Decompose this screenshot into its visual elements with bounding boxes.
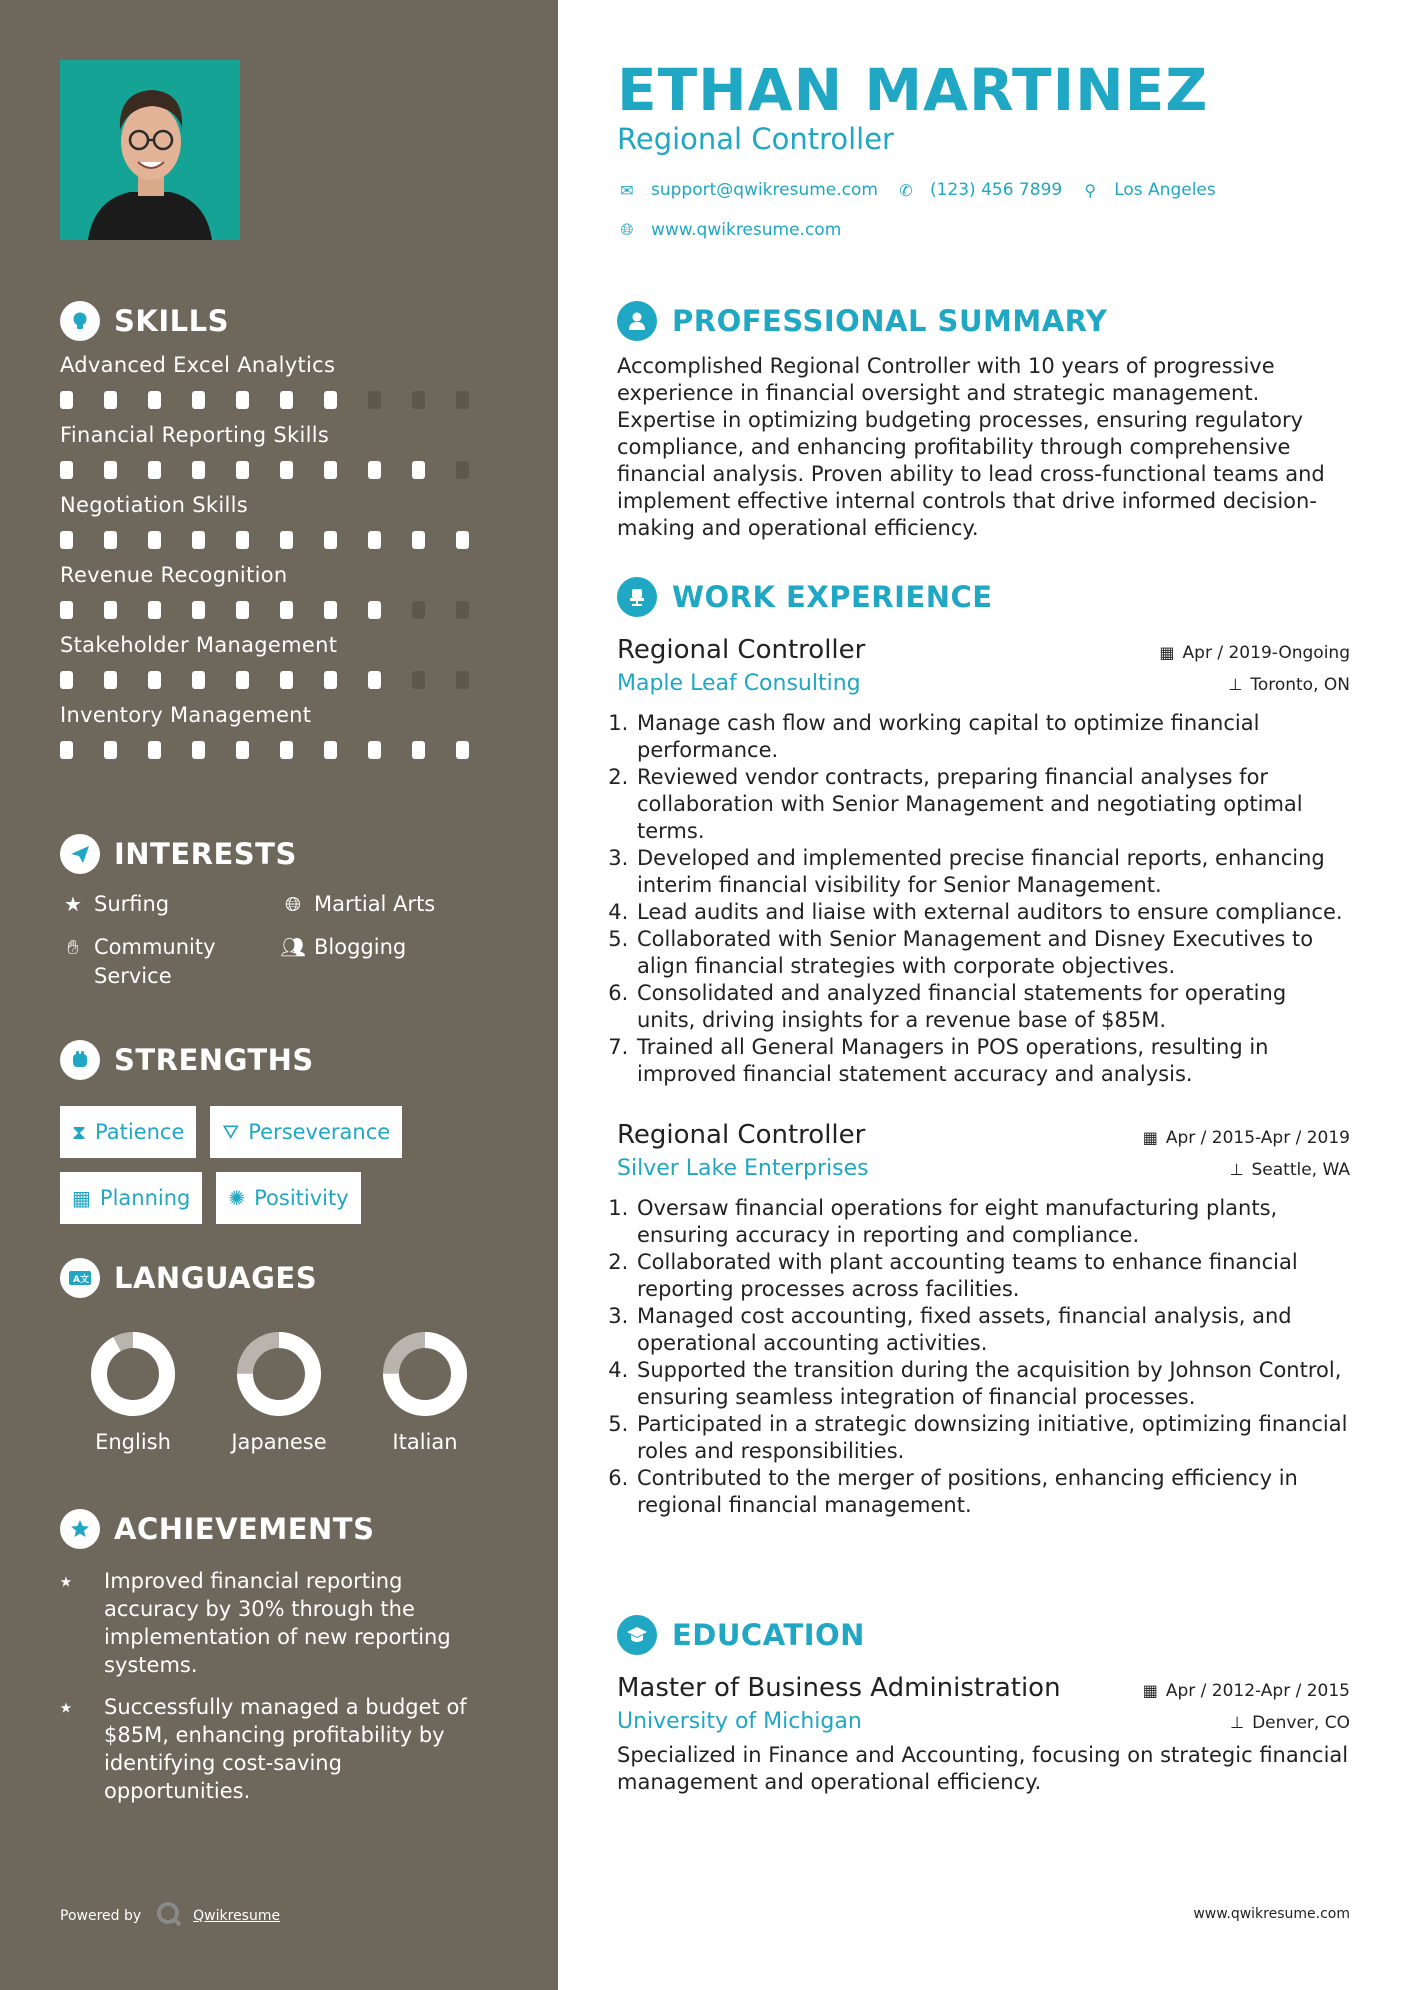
chair-icon bbox=[617, 577, 657, 617]
skill-dot bbox=[324, 601, 337, 619]
skill-dot bbox=[412, 391, 425, 409]
skill-dot bbox=[456, 741, 469, 759]
education-dates bbox=[1143, 1681, 1350, 1701]
skill-item bbox=[60, 703, 500, 759]
email-text: support@qwikresume.com bbox=[651, 180, 878, 200]
responsibility-list bbox=[617, 1195, 1350, 1519]
skill-dot bbox=[324, 461, 337, 479]
skill-dot bbox=[236, 601, 249, 619]
skill-dot bbox=[60, 391, 73, 409]
skill-dot bbox=[456, 391, 469, 409]
interest-blogging bbox=[280, 933, 500, 991]
pin-icon: ⊥ bbox=[1229, 1160, 1244, 1179]
envelope-icon: ✉ bbox=[620, 180, 634, 200]
language-donut bbox=[383, 1332, 467, 1416]
strength-label: Positivity bbox=[254, 1186, 349, 1210]
strength-perseverance bbox=[210, 1106, 402, 1158]
responsibility-list bbox=[617, 710, 1350, 1088]
skill-dot bbox=[192, 391, 205, 409]
jobs-list bbox=[617, 635, 1350, 1519]
language-name: Japanese bbox=[231, 1430, 327, 1454]
skill-name: Negotiation Skills bbox=[60, 493, 248, 517]
skill-name: Financial Reporting Skills bbox=[60, 423, 330, 447]
education-location bbox=[1230, 1713, 1350, 1733]
achievements-title: ACHIEVEMENTS bbox=[114, 1512, 375, 1546]
phone-text: (123) 456 7899 bbox=[929, 180, 1063, 200]
job-location-text: Toronto, ON bbox=[1250, 674, 1350, 695]
job-dates-text: Apr / 2019-Ongoing bbox=[1182, 642, 1350, 663]
interest-label: Community Service bbox=[94, 935, 216, 988]
calendar-icon: ▦ bbox=[72, 1186, 91, 1210]
skill-dot bbox=[148, 461, 161, 479]
responsibility-item: 4. Supported the transition during the acquisition by Johnson Control, ensuring seamless integration of financial processes. bbox=[635, 1357, 1350, 1411]
company-name: Maple Leaf Consulting bbox=[617, 671, 861, 696]
skill-dot bbox=[456, 531, 469, 549]
skill-dot bbox=[104, 391, 117, 409]
graduation-icon bbox=[617, 1615, 657, 1655]
skills-list bbox=[60, 353, 500, 759]
interest-martial-arts bbox=[280, 890, 500, 919]
skill-dot bbox=[456, 461, 469, 479]
contact-email[interactable] bbox=[617, 180, 878, 200]
skill-dot bbox=[368, 461, 381, 479]
powered-by bbox=[60, 1900, 280, 1932]
skill-dot bbox=[280, 461, 293, 479]
skill-dot bbox=[368, 531, 381, 549]
responsibility-item: 6. Contributed to the merger of positions, enhancing efficiency in regional financial management. bbox=[635, 1465, 1350, 1519]
skill-dot bbox=[104, 601, 117, 619]
interests-section bbox=[60, 834, 500, 991]
interest-label: Surfing bbox=[94, 892, 170, 916]
skill-dot bbox=[192, 531, 205, 549]
fist-icon bbox=[60, 1040, 100, 1080]
skill-rating bbox=[60, 461, 500, 479]
skill-dot bbox=[412, 741, 425, 759]
contact-website[interactable] bbox=[617, 220, 841, 240]
achievement-text: Successfully managed a budget of $85M, enhancing profitability by identifying cost-saving opportunities. bbox=[104, 1695, 467, 1803]
language-name: English bbox=[95, 1430, 171, 1454]
skill-dot bbox=[148, 671, 161, 689]
skill-item bbox=[60, 423, 500, 479]
language-item bbox=[206, 1332, 352, 1454]
responsibility-item: 2. Reviewed vendor contracts, preparing financial analyses for collaboration with Senior Management and negotiating optimal terms. bbox=[635, 764, 1350, 845]
skill-dot bbox=[324, 391, 337, 409]
responsibility-item: 5. Participated in a strategic downsizing initiative, optimizing financial roles and responsibilities. bbox=[635, 1411, 1350, 1465]
skill-dot bbox=[60, 601, 73, 619]
school-name: University of Michigan bbox=[617, 1709, 862, 1734]
calendar-icon: ▦ bbox=[1159, 643, 1175, 662]
responsibility-item: 6. Consolidated and analyzed financial statements for operating units, driving insights for a revenue base of $85M. bbox=[635, 980, 1350, 1034]
experience-title: WORK EXPERIENCE bbox=[672, 580, 993, 614]
skill-dot bbox=[60, 671, 73, 689]
profile-photo bbox=[60, 60, 240, 240]
responsibility-item: 3. Developed and implemented precise financial reports, enhancing interim financial visibility for Senior Management. bbox=[635, 845, 1350, 899]
experience-section bbox=[617, 577, 1350, 1519]
paper-plane-icon bbox=[60, 834, 100, 874]
interest-community-service bbox=[60, 933, 280, 991]
strengths-title: STRENGTHS bbox=[114, 1043, 314, 1077]
skill-dot bbox=[104, 741, 117, 759]
interest-surfing bbox=[60, 890, 280, 919]
languages-title: LANGUAGES bbox=[114, 1261, 318, 1295]
contact-row-website bbox=[617, 220, 859, 240]
globe-icon: 🌐︎ bbox=[285, 892, 301, 916]
calendar-icon: ▦ bbox=[1142, 1681, 1158, 1700]
achievement-item bbox=[60, 1567, 500, 1679]
language-level-arc bbox=[99, 1340, 167, 1408]
star-icon: ★ bbox=[64, 892, 82, 916]
skill-item bbox=[60, 633, 500, 689]
skill-dot bbox=[368, 671, 381, 689]
job-dates bbox=[1143, 1128, 1350, 1148]
skill-dot bbox=[148, 601, 161, 619]
skill-item bbox=[60, 563, 500, 619]
responsibility-item: 7. Trained all General Managers in POS operations, resulting in improved financial statement accuracy and analysis. bbox=[635, 1034, 1350, 1088]
map-marker-icon: ⚲ bbox=[1084, 180, 1097, 200]
sun-icon: ✺ bbox=[228, 1186, 246, 1210]
skill-dot bbox=[236, 461, 249, 479]
skill-dot bbox=[456, 671, 469, 689]
strength-label: Perseverance bbox=[248, 1120, 391, 1144]
job-dates-text: Apr / 2015-Apr / 2019 bbox=[1165, 1127, 1350, 1148]
education-section bbox=[617, 1615, 1350, 1796]
skill-dot bbox=[368, 391, 381, 409]
job-entry bbox=[617, 635, 1350, 1088]
language-icon bbox=[60, 1258, 100, 1298]
job-title: Regional Controller bbox=[617, 1120, 866, 1150]
summary-text: Accomplished Regional Controller with 10 years of progressive experience in financial oversight and strategic management. Expertise in optimizing budgeting processes, ensuring regulatory compliance, and enhancing profitability through comprehensive financial analysis. Proven ability to lead cross-functional teams and implement effective internal controls that drive informed decision-making and operational efficiency. bbox=[617, 354, 1325, 540]
skill-name: Revenue Recognition bbox=[60, 563, 288, 587]
strength-patience bbox=[60, 1106, 196, 1158]
skill-dot bbox=[412, 601, 425, 619]
skill-rating bbox=[60, 671, 500, 689]
responsibility-item: 3. Managed cost accounting, fixed assets, financial analysis, and operational accounting activities. bbox=[635, 1303, 1350, 1357]
company-name: Silver Lake Enterprises bbox=[617, 1156, 869, 1181]
achievements-section bbox=[60, 1509, 500, 1805]
skill-dot bbox=[280, 601, 293, 619]
skill-dot bbox=[60, 461, 73, 479]
skill-dot bbox=[236, 671, 249, 689]
globe-icon: 🌐︎ bbox=[620, 220, 634, 239]
road-icon: ⛛ bbox=[222, 1120, 240, 1144]
skill-dot bbox=[412, 671, 425, 689]
user-icon bbox=[617, 301, 657, 341]
contact-row bbox=[617, 180, 1234, 200]
skill-dot bbox=[148, 531, 161, 549]
language-donut bbox=[91, 1332, 175, 1416]
hourglass-icon: ⧗ bbox=[72, 1120, 87, 1144]
shooting-star-icon: ⭑ bbox=[60, 1695, 72, 1720]
skill-dot bbox=[60, 741, 73, 759]
summary-section bbox=[617, 301, 1350, 542]
skill-dot bbox=[368, 601, 381, 619]
hand-icon: ✋︎ bbox=[67, 935, 79, 959]
pin-icon: ⊥ bbox=[1230, 1713, 1245, 1732]
skill-dot bbox=[60, 531, 73, 549]
skill-rating bbox=[60, 601, 500, 619]
education-dates-text: Apr / 2012-Apr / 2015 bbox=[1165, 1680, 1350, 1701]
qwikresume-link[interactable]: Qwikresume bbox=[193, 1908, 281, 1924]
skill-name: Stakeholder Management bbox=[60, 633, 338, 657]
languages-list bbox=[60, 1332, 500, 1454]
skill-dot bbox=[368, 741, 381, 759]
sidebar bbox=[0, 0, 558, 1990]
phone-icon: ✆ bbox=[899, 180, 913, 200]
responsibility-item: 4. Lead audits and liaise with external auditors to ensure compliance. bbox=[635, 899, 1350, 926]
skill-name: Inventory Management bbox=[60, 703, 312, 727]
skill-dot bbox=[148, 391, 161, 409]
skill-dot bbox=[192, 671, 205, 689]
candidate-name: ETHAN MARTINEZ bbox=[617, 56, 1209, 124]
contact-location bbox=[1080, 180, 1216, 200]
interest-label: Martial Arts bbox=[314, 892, 436, 916]
skill-dot bbox=[280, 391, 293, 409]
degree-title: Master of Business Administration bbox=[617, 1673, 1061, 1703]
skill-rating bbox=[60, 391, 500, 409]
qwikresume-logo-icon bbox=[155, 1900, 183, 1932]
candidate-role: Regional Controller bbox=[617, 122, 894, 156]
job-location bbox=[1228, 675, 1350, 695]
achievement-item bbox=[60, 1693, 500, 1805]
responsibility-item: 2. Collaborated with plant accounting teams to enhance financial reporting processes across facilities. bbox=[635, 1249, 1350, 1303]
website-text: www.qwikresume.com bbox=[651, 220, 842, 240]
job-dates bbox=[1159, 643, 1350, 663]
skill-dot bbox=[236, 531, 249, 549]
skill-item bbox=[60, 493, 500, 549]
strength-label: Patience bbox=[95, 1120, 185, 1144]
education-location-text: Denver, CO bbox=[1252, 1712, 1350, 1733]
responsibility-item: 1. Manage cash flow and working capital to optimize financial performance. bbox=[635, 710, 1350, 764]
svg-text:A文: A文 bbox=[73, 1275, 89, 1285]
skill-dot bbox=[280, 531, 293, 549]
languages-section bbox=[60, 1258, 500, 1454]
skill-dot bbox=[280, 741, 293, 759]
skill-dot bbox=[456, 601, 469, 619]
interests-title: INTERESTS bbox=[114, 837, 297, 871]
language-donut bbox=[237, 1332, 321, 1416]
pin-icon: ⊥ bbox=[1228, 675, 1243, 694]
skill-rating bbox=[60, 531, 500, 549]
contact-phone[interactable] bbox=[896, 180, 1062, 200]
job-entry bbox=[617, 1120, 1350, 1519]
skill-dot bbox=[104, 461, 117, 479]
responsibility-item: 1. Oversaw financial operations for eight manufacturing plants, ensuring accuracy in reporting and compliance. bbox=[635, 1195, 1350, 1249]
skill-dot bbox=[104, 671, 117, 689]
skill-dot bbox=[324, 671, 337, 689]
users-icon: 👥︎ bbox=[280, 935, 306, 959]
job-location-text: Seattle, WA bbox=[1251, 1159, 1350, 1180]
job-title: Regional Controller bbox=[617, 635, 866, 665]
skill-dot bbox=[192, 741, 205, 759]
strength-positivity bbox=[216, 1172, 360, 1224]
skill-dot bbox=[412, 531, 425, 549]
skill-dot bbox=[236, 741, 249, 759]
skill-rating bbox=[60, 741, 500, 759]
location-text: Los Angeles bbox=[1114, 180, 1216, 200]
job-location bbox=[1230, 1160, 1350, 1180]
footer-url[interactable]: www.qwikresume.com bbox=[1193, 1906, 1350, 1922]
language-item bbox=[60, 1332, 206, 1454]
skill-dot bbox=[324, 741, 337, 759]
summary-title: PROFESSIONAL SUMMARY bbox=[672, 304, 1108, 338]
education-text: Specialized in Finance and Accounting, focusing on strategic financial management and operational efficiency. bbox=[617, 1743, 1349, 1794]
strength-planning bbox=[60, 1172, 202, 1224]
achievement-text: Improved financial reporting accuracy by 30% through the implementation of new reporting systems. bbox=[104, 1569, 451, 1677]
skills-title: SKILLS bbox=[114, 304, 229, 338]
trophy-star-icon bbox=[60, 1509, 100, 1549]
strength-label: Planning bbox=[99, 1186, 191, 1210]
skill-dot bbox=[324, 531, 337, 549]
skill-dot bbox=[280, 671, 293, 689]
language-name: Italian bbox=[392, 1430, 458, 1454]
powered-by-label: Powered by bbox=[60, 1908, 142, 1924]
skill-dot bbox=[104, 531, 117, 549]
responsibility-item: 5. Collaborated with Senior Management and Disney Executives to align financial strategies with corporate objectives. bbox=[635, 926, 1350, 980]
skill-dot bbox=[236, 391, 249, 409]
strengths-section bbox=[60, 1040, 500, 1224]
skill-dot bbox=[192, 601, 205, 619]
skill-dot bbox=[412, 461, 425, 479]
shooting-star-icon: ⭑ bbox=[60, 1569, 72, 1594]
lightbulb-icon bbox=[60, 301, 100, 341]
language-item bbox=[352, 1332, 498, 1454]
calendar-icon: ▦ bbox=[1142, 1128, 1158, 1147]
skill-name: Advanced Excel Analytics bbox=[60, 353, 336, 377]
interest-label: Blogging bbox=[314, 935, 407, 959]
skill-item bbox=[60, 353, 500, 409]
education-title: EDUCATION bbox=[672, 1618, 865, 1652]
skill-dot bbox=[192, 461, 205, 479]
skill-dot bbox=[148, 741, 161, 759]
skills-section bbox=[60, 301, 500, 759]
